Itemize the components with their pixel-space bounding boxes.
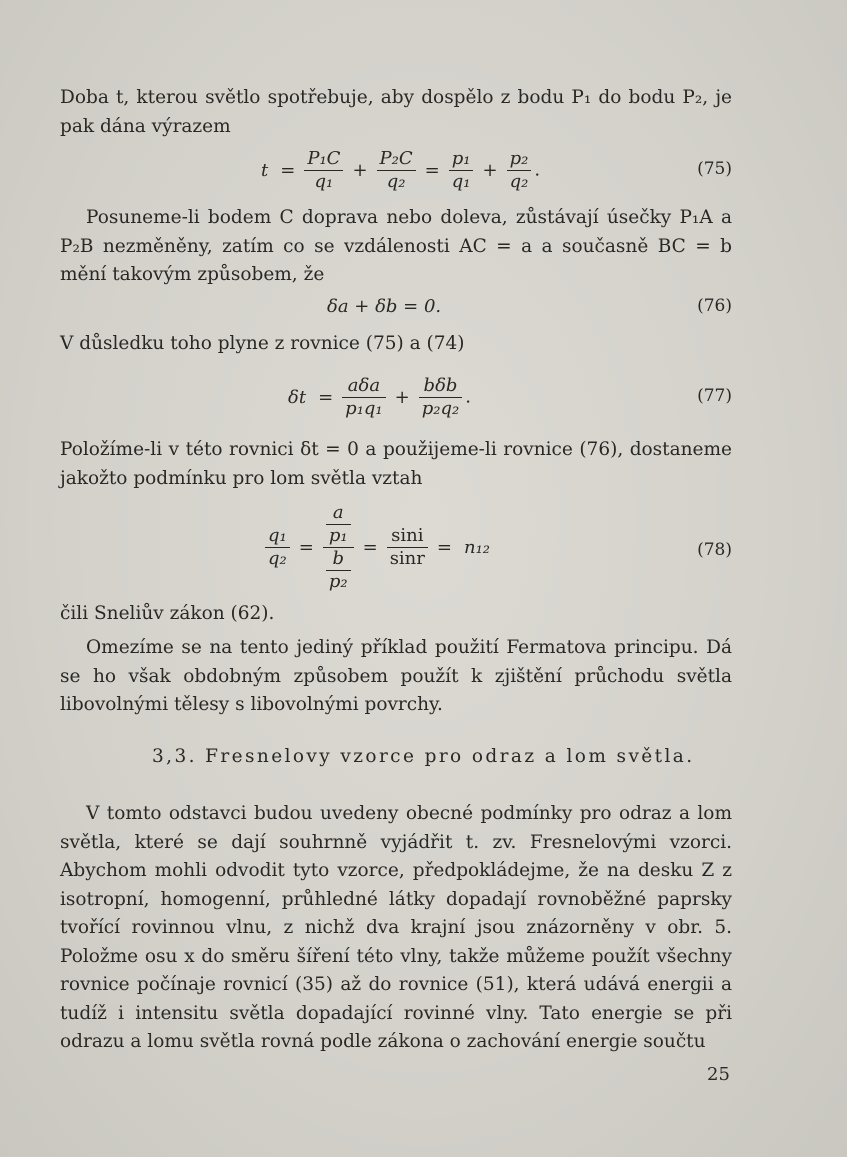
eq75-fraction-4 [507,148,532,193]
equation-75 [255,148,540,193]
eq75-plus-1: + [352,159,368,181]
equation-number-75: (75) [697,159,732,179]
eq75-f1-num: P₁C [304,148,343,171]
eq78-f1-num: q₁ [265,525,290,548]
eq78-equals-2: = [362,536,378,558]
eq77-f1-den: p₁q₁ [345,398,383,419]
eq78-p2: p₂ [328,571,348,592]
eq78-upper-part [323,502,354,548]
eq78-p1: p₁ [328,525,348,546]
paragraph-fresnel: V tomto odstavci budou uvedeny obecné podmínky pro odraz a lom světla, které se dají souhrnně vyjádřit t. zv. Fresnelovými vzorci. Abychom mohli odvodit tyto vzorce, předpokládejme, že na desku Z z isotropní, homogenní, průhledné látky dopadají rovnoběžné paprsky tvořící rovinnou vlnu, z nichž dva krajní jsou znázorněny v obr. 5. Položme osu x do směru šíření této vlny, takže můžeme použít všechny rovnice počínaje rovnicí (35) až do rovnice (51), která udává energii a tudíž i intensitu světla dopadající rovinné vlny. Tato energie se při odrazu a lomu světla rovná podle zákona o zachování energie součtu [60,803,732,1052]
paragraph-fermat: Omezíme se na tento jediný příklad použití Fermatova principu. Dá se ho však obdobným způsobem použít k zjištění průchodu světla libovolnými tělesy s libovolnými povrchy. [60,637,732,715]
eq77-fraction-2 [419,375,462,420]
eq78-b: b [326,548,351,571]
eq75-lhs: t [261,159,269,181]
eq75-fraction-3 [449,148,474,193]
section-heading: 3,3. Fresnelovy vzorce pro odraz a lom světla. [152,746,695,767]
equation-number-78: (78) [697,540,732,560]
eq75-f1-den: q₁ [314,171,334,192]
paragraph-polozime: Položíme-li v této rovnici δt = 0 a použijeme-li rovnice (76), dostaneme jakožto podmínku pro lom světla vztah [60,439,732,489]
eq75-f3-num: p₁ [449,148,474,171]
equation-76: δa + δb = 0. [327,296,442,317]
eq75-fraction-2 [377,148,416,193]
eq78-lower-part [323,548,354,593]
eq78-fraction-q [265,525,290,570]
paragraph-intro-time: Doba t, kterou světlo spotřebuje, aby dospělo z bodu P₁ do bodu P₂, je pak dána výrazem [60,87,732,137]
eq75-equals-2: = [424,159,440,181]
eq75-plus-2: + [482,159,498,181]
eq75-period: . [534,159,541,181]
paragraph-posuneme: Posuneme-li bodem C doprava nebo doleva, zůstávají úsečky P₁A a P₂B nezměněny, zatím co se vzdálenosti AC = a a současně BC = b mění takovým způsobem, že [60,207,732,285]
eq77-lhs: δt [288,386,307,408]
eq78-a: a [326,502,351,525]
eq78-equals-1: = [298,536,314,558]
eq78-sin-r: sinr [389,548,425,569]
eq78-n12: n₁₂ [463,536,491,558]
page-number: 25 [707,1064,730,1085]
eq77-f2-num: bδb [419,375,462,398]
eq78-b-over-p2 [326,548,351,593]
paragraph-dusledek: V důsledku toho plyne z rovnice (75) a (74) [60,333,465,354]
eq75-f2-den: q₂ [386,171,406,192]
eq78-equals-3: = [436,536,452,558]
eq75-f2-num: P₂C [377,148,416,171]
eq77-period: . [465,386,471,408]
paragraph-snell: čili Sneliův zákon (62). [60,603,275,624]
equation-78 [262,502,496,593]
equation-number-76: (76) [697,296,732,316]
eq78-f1-den: q₂ [268,548,287,569]
eq78-sin-i: sini [387,525,428,548]
eq77-f2-den: p₂q₂ [421,398,460,419]
eq78-a-over-p1 [326,502,351,547]
eq77-equals: = [318,386,334,408]
eq75-f4-num: p₂ [507,148,532,171]
eq75-f4-den: q₂ [509,171,529,192]
eq75-equals-1: = [280,159,296,181]
eq77-fraction-1 [342,375,385,420]
eq78-compound-fraction [323,502,354,593]
eq77-f1-num: aδa [342,375,385,398]
equation-77 [282,375,471,420]
eq78-fraction-sin [387,525,428,570]
eq75-f3-den: q₁ [451,171,471,192]
eq77-plus: + [394,386,410,408]
equation-number-77: (77) [697,386,732,406]
eq75-fraction-1 [304,148,343,193]
